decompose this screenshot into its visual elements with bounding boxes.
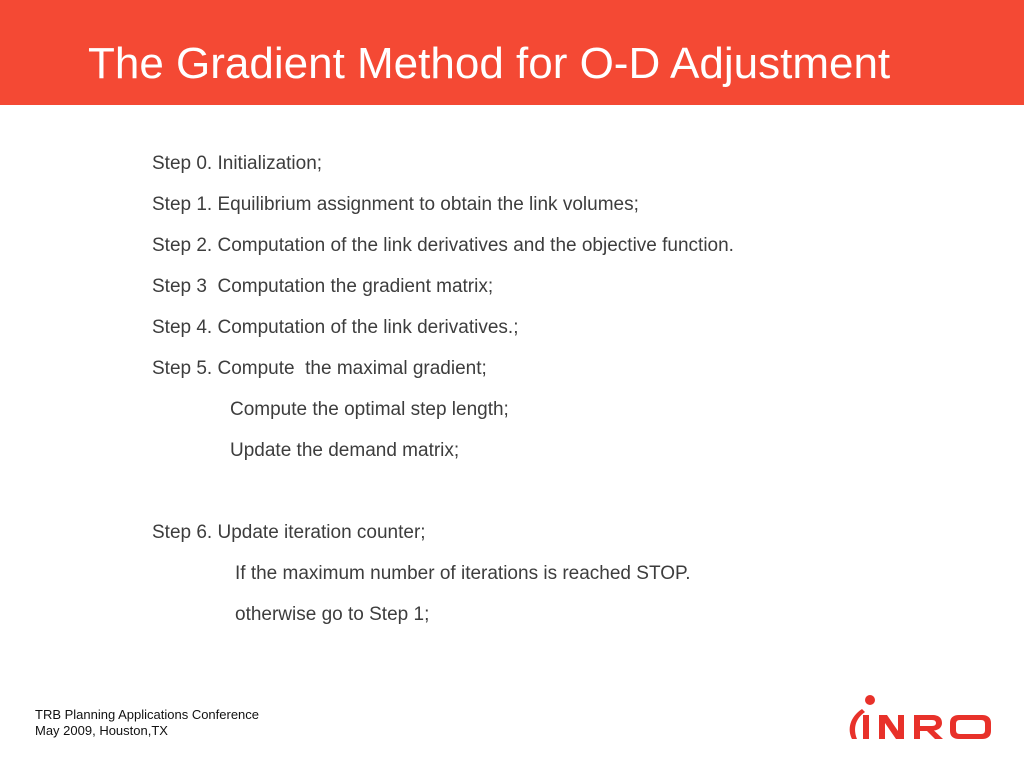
step-5: Step 5. Compute the maximal gradient; [152, 358, 487, 379]
step-3: Step 3 Computation the gradient matrix; [152, 276, 494, 297]
step-6-substep-stop: If the maximum number of iterations is reached STOP. [235, 563, 691, 584]
step-4: Step 4. Computation of the link derivatives.; [152, 317, 519, 338]
step-5-substep-step-length: Compute the optimal step length; [230, 399, 509, 420]
inro-logo [834, 693, 996, 743]
step-6-substep-goto: otherwise go to Step 1; [235, 604, 430, 625]
step-0: Step 0. Initialization; [152, 153, 323, 174]
step-5-substep-update-demand: Update the demand matrix; [230, 440, 460, 461]
footer [35, 707, 259, 739]
step-6: Step 6. Update iteration counter; [152, 522, 426, 543]
step-2: Step 2. Computation of the link derivatives and the objective function. [152, 235, 734, 256]
step-1: Step 1. Equilibrium assignment to obtain the link volumes; [152, 194, 639, 215]
inro-logo-graphic [834, 693, 996, 743]
slide-title: The Gradient Method for O-D Adjustment [88, 39, 891, 88]
footer-conference: TRB Planning Applications Conference [35, 707, 260, 722]
title-bar [0, 0, 1024, 105]
footer-date-location: May 2009, Houston,TX [35, 723, 168, 738]
